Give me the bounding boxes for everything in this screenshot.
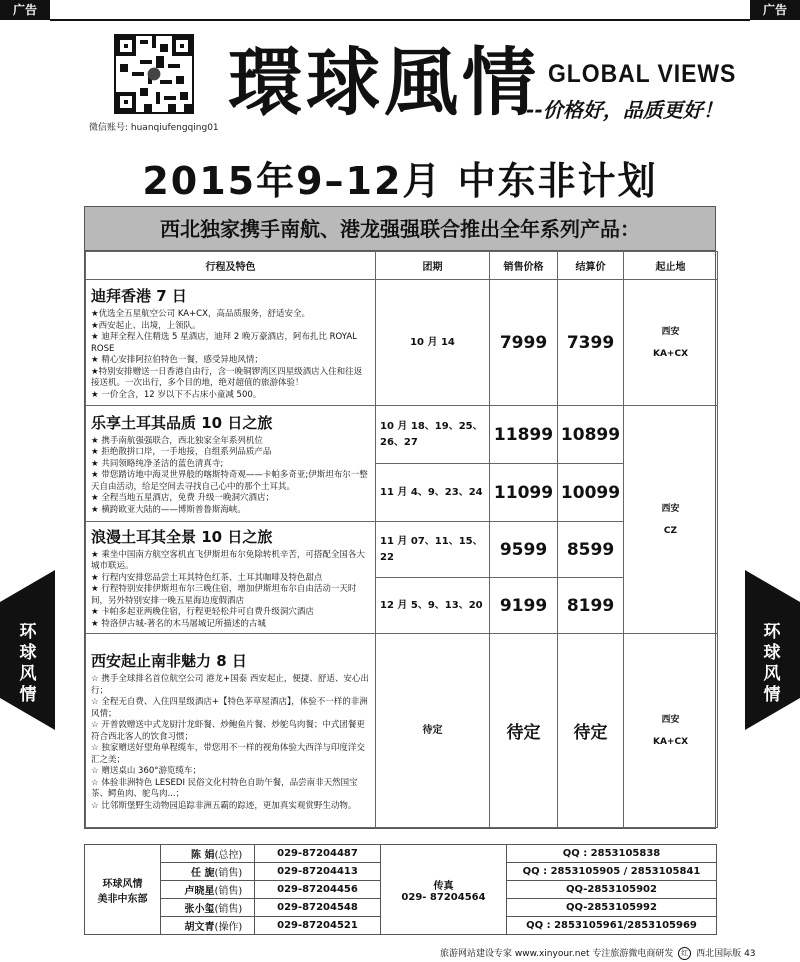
wechat-id: 微信账号: huanqiufengqing01 xyxy=(89,123,219,133)
route-features xyxy=(91,309,370,401)
contact-role: (销售) xyxy=(215,881,255,899)
footer-edition: 西北国际版 xyxy=(696,949,742,959)
route-title: 西安起止南非魅力 8 日 xyxy=(91,652,247,670)
departure-cell xyxy=(624,406,718,634)
contact-name: 卢晓星 xyxy=(161,881,215,899)
table-row xyxy=(86,522,718,578)
sale-price: 11099 xyxy=(490,464,558,522)
sale-price: 待定 xyxy=(490,634,558,828)
qr-code xyxy=(114,34,194,114)
contact-qq: QQ : 2853105838 xyxy=(507,845,717,863)
group-date: 待定 xyxy=(376,634,490,828)
feature-line: ★ 携手南航强强联合，西北独家全年系列机位 xyxy=(91,435,263,446)
fax-number: 029- 87204564 xyxy=(401,891,486,903)
feature-line: ☆ 独家赠送好望角单程缆车，带您用不一样的视角体验大西洋与印度洋交汇之美； xyxy=(91,743,365,765)
contact-qq: QQ : 2853105905 / 2853105841 xyxy=(507,863,717,881)
feature-line: ☆ 携手全球排名首位航空公司 港龙+国泰 西安起止，便捷、舒适、安心出行； xyxy=(91,674,369,696)
settle-price: 10099 xyxy=(558,464,624,522)
feature-line: ★ 横跨欧亚大陆的——博斯普鲁斯海峡。 xyxy=(91,504,246,515)
contact-phone: 029-87204521 xyxy=(255,917,381,935)
feature-line: ★ 特洛伊古城-著名的木马屠城记所描述的古城 xyxy=(91,618,266,629)
sale-price: 11899 xyxy=(490,406,558,464)
settle-price: 8599 xyxy=(558,522,624,578)
settle-price: 待定 xyxy=(558,634,624,828)
feature-line: ★西安起止、出境，上领队。 xyxy=(91,320,201,331)
col-header-group: 团期 xyxy=(376,252,490,280)
side-label-right: 环球风情 xyxy=(763,622,781,705)
col-header-settle: 结算价 xyxy=(558,252,624,280)
feature-line: ☆ 开普敦赠送中式龙厨汁龙虾餐、炒鲍鱼片餐、炒鸵鸟肉餐；中式团餐更符合西北客人的饮食习惯； xyxy=(91,720,365,742)
feature-line: ★ 拒绝散拼口岸，一手地接，自组系列品质产品 xyxy=(91,447,272,458)
contact-qq: QQ : 2853105961/2853105969 xyxy=(507,917,717,935)
route-title: 乐享土耳其品质 10 日之旅 xyxy=(91,413,273,432)
departure-cell xyxy=(624,280,718,406)
sale-price: 9599 xyxy=(490,522,558,578)
feature-line: ★ 全程当地五星酒店，免费 升级一晚洞穴酒店； xyxy=(91,493,275,504)
itinerary-frame xyxy=(84,206,716,829)
group-date: 11 月 07、11、15、22 xyxy=(376,522,490,578)
route-cell xyxy=(86,634,376,828)
departure-cell xyxy=(624,634,718,828)
contact-role: (总控) xyxy=(215,845,255,863)
table-header-row xyxy=(86,252,718,280)
contact-table xyxy=(84,844,717,935)
contact-phone: 029-87204487 xyxy=(255,845,381,863)
col-header-sale: 销售价格 xyxy=(490,252,558,280)
contact-role: (销售) xyxy=(215,863,255,881)
departure-airline: CZ xyxy=(663,525,678,536)
route-cell xyxy=(86,406,376,522)
settle-price: 7399 xyxy=(558,280,624,406)
contact-role: (销售) xyxy=(215,899,255,917)
red-circle-icon: 红 xyxy=(678,947,691,960)
departure-airline: KA+CX xyxy=(652,736,689,747)
feature-line: ★ 精心安排阿拉伯特色一餐，感受异地风情； xyxy=(91,355,263,365)
feature-line: ☆ 体验非洲特色 LESEDI 民俗文化村特色自助午餐，品尝南非天然国宝茶、鳄鱼肉、鸵鸟肉...； xyxy=(91,777,358,799)
col-header-route: 行程及特色 xyxy=(86,252,376,280)
ad-label-right: 广告 xyxy=(750,0,800,20)
feature-line: ★ 行程特别安排伊斯坦布尔三晚住宿，增加伊斯坦布尔自由活动一天时间，另外特别安排一晚五星海边度假酒店 xyxy=(91,584,357,606)
contact-name: 胡文青 xyxy=(161,917,215,935)
feature-line: ☆ 赠送桌山 360°游览缆车； xyxy=(91,766,202,776)
departure-city: 西安 xyxy=(661,503,680,514)
departure-city: 西安 xyxy=(661,714,680,725)
itinerary-table xyxy=(85,251,718,828)
contact-qq: QQ-2853105902 xyxy=(507,881,717,899)
page-number: 43 xyxy=(744,949,756,959)
group-date: 11 月 4、9、23、24 xyxy=(376,464,490,522)
settle-price: 10899 xyxy=(558,406,624,464)
route-title: 浪漫土耳其全景 10 日之旅 xyxy=(91,527,273,546)
contact-org: 环球风情 美非中东部 xyxy=(85,845,161,935)
route-cell xyxy=(86,280,376,406)
banner: 西北独家携手南航、港龙强强联合推出全年系列产品： xyxy=(85,207,715,251)
route-features xyxy=(91,436,370,517)
feature-line: ★ 共同领略纯净圣洁的蓝色清真寺; xyxy=(91,458,224,469)
departure-city: 西安 xyxy=(661,326,680,337)
page-title: 2015年9–12月 中东非计划 xyxy=(142,159,658,203)
route-features xyxy=(91,674,370,812)
sale-price: 9199 xyxy=(490,578,558,634)
feature-line: ☆ 比邻斯堡野生动物园追踪非洲五霸的踪迹，更加真实观赏野生动物。 xyxy=(91,800,357,811)
contact-name: 张小玺 xyxy=(161,899,215,917)
ad-label-left: 广告 xyxy=(0,0,50,20)
table-row xyxy=(86,280,718,406)
footer xyxy=(440,946,756,960)
table-row xyxy=(86,634,718,828)
departure-airline: KA+CX xyxy=(652,348,689,359)
contact-phone: 029-87204548 xyxy=(255,899,381,917)
contact-name: 任 旎 xyxy=(161,863,215,881)
feature-line: ★优选全五星航空公司 KA+CX，高品质服务，舒适安全。 xyxy=(91,309,310,319)
footer-text: 旅游网站建设专家 www.xinyour.net 专注旅游微电商研发 xyxy=(440,949,674,959)
contact-phone: 029-87204456 xyxy=(255,881,381,899)
col-header-depart: 起止地 xyxy=(624,252,718,280)
brand-english: GLOBAL VIEWS xyxy=(548,60,737,88)
brand-slogan: ---价格好，品质更好！ xyxy=(518,98,723,122)
feature-line: ★ 迪拜全程入住精选 5 星酒店，迪拜 2 晚万豪酒店，阿布扎比 ROYAL ROSE xyxy=(91,332,357,354)
contact-block xyxy=(84,844,716,935)
contact-role: (操作) xyxy=(215,917,255,935)
feature-line: ★ 行程内安排您品尝土耳其特色红茶、土耳其咖啡及特色甜点 xyxy=(91,572,323,583)
qr-code-icon xyxy=(116,36,192,112)
contact-name: 陈 娟 xyxy=(161,845,215,863)
route-title: 迪拜香港 7 日 xyxy=(91,287,187,305)
group-date: 10 月 14 xyxy=(376,280,490,406)
sale-price: 7999 xyxy=(490,280,558,406)
route-features xyxy=(91,550,370,631)
route-cell xyxy=(86,522,376,634)
contact-phone: 029-87204413 xyxy=(255,863,381,881)
fax-label: 传真 xyxy=(433,880,454,892)
side-label-left: 环球风情 xyxy=(19,622,37,705)
feature-line: ★ 卡帕多起亚两晚住宿，行程更轻松并可自费升级洞穴酒店 xyxy=(91,607,314,618)
settle-price: 8199 xyxy=(558,578,624,634)
table-row xyxy=(86,406,718,464)
feature-line: ★ 乘坐中国南方航空客机直飞伊斯坦布尔免除转机辛苦，可搭配全国各大城市联运。 xyxy=(91,549,365,572)
contact-qq: QQ-2853105992 xyxy=(507,899,717,917)
fax-cell xyxy=(381,845,507,935)
group-date: 10 月 18、19、25、26、27 xyxy=(376,406,490,464)
feature-line: ☆ 全程无自费、入住四星级酒店+【特色茅草屋酒店】，体验不一样的非洲风情； xyxy=(91,697,368,719)
feature-line: ★ 一价全含，12 岁以下不占床小童减 500。 xyxy=(91,389,262,400)
feature-line: ★特别安排赠送一日香港自由行，含一晚铜锣湾区四星级酒店入住和往返接送机。一次出行，多个目的地，绝对超值的旅游体验！ xyxy=(91,366,363,388)
header-rule xyxy=(50,19,750,21)
brand-name: 環球風情 xyxy=(228,40,540,126)
contact-row xyxy=(85,845,717,863)
group-date: 12 月 5、9、13、20 xyxy=(376,578,490,634)
feature-line: ★ 带您踏访地中海灵世界般的喀斯特奇观——卡帕多奇亚;伊斯坦布尔一整天自由活动，给足空间去寻找自己心中的那个土耳其。 xyxy=(91,470,368,492)
